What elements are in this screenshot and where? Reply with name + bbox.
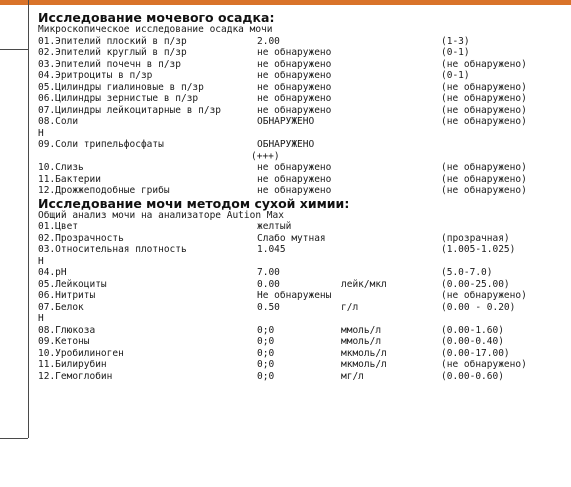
- section-title-sediment: Исследование мочевого осадка:: [38, 10, 275, 25]
- reference-range: (не обнаружено): [441, 162, 527, 173]
- test-name: 09.Соли трипельфосфаты: [38, 139, 164, 150]
- abnormal-flag: Н: [38, 255, 44, 267]
- test-value: не обнаружено: [257, 58, 332, 70]
- table-row: [38, 233, 568, 245]
- test-name: 12.Дрожжеподобные грибы: [38, 185, 170, 196]
- test-value: не обнаружено: [257, 93, 332, 104]
- test-value: Не обнаружены: [257, 290, 332, 301]
- test-value: не обнаружено: [257, 185, 332, 196]
- test-value: 0;0: [257, 359, 275, 370]
- reference-range: (не обнаружено): [441, 58, 527, 70]
- table-row: [38, 185, 568, 197]
- reference-range: (0.00-1.60): [441, 324, 504, 336]
- test-value: 2.00: [257, 35, 280, 47]
- table-row: [38, 139, 568, 151]
- reference-range: (1-3): [441, 35, 470, 47]
- test-value: 0.00: [257, 278, 280, 290]
- reference-range: (0-1): [441, 47, 470, 58]
- test-name: 04.Эритроциты в п/зр: [38, 70, 153, 81]
- reference-range: (не обнаружено): [441, 185, 527, 196]
- section-subtitle-analyzer: Общий анализ мочи на анализаторе Aution Max: [38, 209, 284, 221]
- reference-range: (не обнаружено): [441, 359, 527, 370]
- test-value: не обнаружено: [257, 47, 332, 58]
- test-name: 06.Нитриты: [38, 290, 96, 301]
- table-row: [38, 59, 568, 71]
- test-value: желтый: [257, 221, 292, 232]
- test-unit: лейк/мкл: [341, 278, 387, 290]
- test-name: 06.Цилиндры зернистые в п/зр: [38, 93, 199, 104]
- test-name: 03.Эпителий почечн в п/зр: [38, 58, 181, 70]
- test-value: 0.50: [257, 301, 280, 313]
- test-name: 02.Эпителий круглый в п/зр: [38, 47, 187, 58]
- table-row: [38, 174, 568, 186]
- test-value: ОБНАРУЖЕНО: [257, 139, 315, 150]
- test-value: 7.00: [257, 267, 280, 278]
- test-name: 08.Глюкоза: [38, 324, 96, 336]
- table-row: [38, 371, 568, 383]
- test-unit: мг/л: [341, 370, 364, 382]
- reference-range: (не обнаружено): [441, 104, 527, 116]
- test-unit: ммоль/л: [341, 336, 382, 347]
- test-value: не обнаружено: [257, 81, 332, 93]
- table-row: [38, 325, 568, 337]
- reference-range: (не обнаружено): [441, 93, 527, 104]
- top-accent-bar: [0, 0, 571, 5]
- reference-range: (не обнаружено): [441, 116, 527, 127]
- test-name: 10.Слизь: [38, 162, 84, 173]
- section-title-dry-chemistry: Исследование мочи методом сухой химии:: [38, 195, 350, 211]
- test-unit: ммоль/л: [341, 324, 382, 336]
- test-name: 11.Билирубин: [38, 359, 107, 370]
- test-name: 12.Гемоглобин: [38, 370, 113, 382]
- test-name: 07.Белок: [38, 301, 84, 313]
- table-row: [38, 70, 568, 82]
- reference-range: (5.0-7.0): [441, 267, 493, 278]
- test-value: 0;0: [257, 324, 275, 336]
- lab-report: [38, 11, 568, 382]
- test-value: не обнаружено: [257, 162, 332, 173]
- test-value: не обнаружено: [257, 104, 332, 116]
- reference-range: (0-1): [441, 70, 470, 81]
- test-name: 07.Цилиндры лейкоцитарные в п/зр: [38, 104, 222, 116]
- test-name: 05.Цилиндры гиалиновые в п/зр: [38, 81, 204, 93]
- test-name: 09.Кетоны: [38, 336, 90, 347]
- test-value: 0;0: [257, 347, 275, 359]
- reference-range: (0.00-0.60): [441, 370, 504, 382]
- test-value-continuation: (+++): [251, 150, 280, 162]
- reference-range: (не обнаружено): [441, 173, 527, 185]
- test-value: не обнаружено: [257, 70, 332, 81]
- test-value: 0;0: [257, 336, 275, 347]
- reference-range: (0.00-17.00): [441, 347, 510, 359]
- test-name: 11.Бактерии: [38, 173, 101, 185]
- section-subtitle-microscopy: Микроскопическое исследование осадка мочи: [38, 24, 273, 35]
- bottom-left-line: [0, 438, 28, 439]
- reference-range: (0.00-25.00): [441, 278, 510, 290]
- abnormal-flag: Н: [38, 313, 44, 324]
- test-name: 03.Относительная плотность: [38, 244, 187, 255]
- test-name: 05.Лейкоциты: [38, 278, 107, 290]
- test-value: не обнаружено: [257, 173, 332, 185]
- table-row: [38, 290, 568, 302]
- abnormal-flag: Н: [38, 127, 44, 139]
- test-name: 04.pH: [38, 267, 67, 278]
- table-row: [38, 105, 568, 117]
- left-border-line: [28, 0, 29, 438]
- table-row: [38, 116, 568, 128]
- test-value: 1.045: [257, 244, 286, 255]
- table-row: [38, 221, 568, 233]
- table-row: [38, 267, 568, 279]
- sediment-rows: [38, 36, 568, 197]
- table-row: [38, 47, 568, 59]
- table-row: [38, 279, 568, 291]
- table-row: [38, 359, 568, 371]
- test-name: 08.Соли: [38, 116, 79, 127]
- reference-range: (не обнаружено): [441, 81, 527, 93]
- reference-range: (0.00 - 0.20): [441, 301, 516, 313]
- reference-range: (прозрачная): [441, 232, 510, 244]
- table-row: [38, 36, 568, 48]
- table-row: [38, 244, 568, 256]
- table-row: [38, 336, 568, 348]
- reference-range: (0.00-0.40): [441, 336, 504, 347]
- test-unit: мкмоль/л: [341, 347, 387, 359]
- test-value: Слабо мутная: [257, 232, 326, 244]
- table-row: [38, 162, 568, 174]
- test-name: 01.Цвет: [38, 221, 79, 232]
- test-name: 02.Прозрачность: [38, 232, 124, 244]
- reference-range: (не обнаружено): [441, 290, 527, 301]
- test-unit: г/л: [341, 301, 359, 313]
- test-value: 0;0: [257, 370, 275, 382]
- table-row: [38, 82, 568, 94]
- reference-range: (1.005-1.025): [441, 244, 516, 255]
- test-name: 01.Эпителий плоский в п/зр: [38, 35, 187, 47]
- test-unit: мкмоль/л: [341, 359, 387, 370]
- chemistry-rows: [38, 221, 568, 382]
- test-value: ОБНАРУЖЕНО: [257, 116, 315, 127]
- table-row: [38, 93, 568, 105]
- table-row: [38, 348, 568, 360]
- test-name: 10.Уробилиноген: [38, 347, 124, 359]
- table-row: [38, 302, 568, 314]
- left-connector-line: [0, 49, 28, 50]
